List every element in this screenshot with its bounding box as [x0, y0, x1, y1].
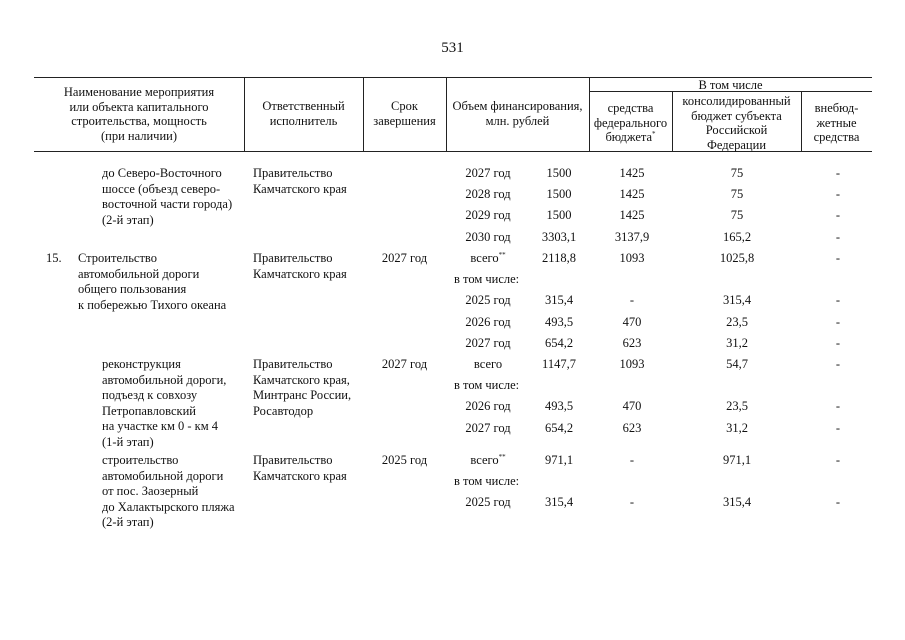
page-number: 531 [441, 40, 464, 56]
federal-value: 3137,9 [614, 230, 650, 244]
period-label [450, 187, 526, 203]
header-federal [589, 101, 672, 145]
period-text: в том числе: [454, 272, 520, 286]
total-value: 654,2 [544, 336, 574, 350]
period-text: в том числе: [454, 378, 520, 392]
federal-value: - [629, 453, 635, 467]
extra-value: - [835, 399, 841, 413]
header-consolidated [672, 94, 801, 152]
responsible-line: Правительство [253, 453, 333, 467]
footnote-mark: ** [498, 452, 506, 461]
header-including: В том числе [698, 78, 763, 92]
header-line [589, 130, 672, 145]
item-name-line: (2-й этап) [102, 212, 154, 227]
item-name-line: автомобильной дороги, [102, 372, 227, 387]
extra-value: - [835, 187, 841, 201]
federal-value: - [629, 495, 635, 509]
total-value: 315,4 [544, 495, 574, 509]
responsible-line: Минтранс России, [253, 388, 352, 402]
federal-value: - [629, 293, 635, 307]
federal-value: 1425 [619, 166, 645, 180]
federal-value: 1093 [619, 357, 645, 371]
period-label [450, 208, 526, 224]
extra-value: - [835, 230, 841, 244]
header-extra [801, 101, 872, 145]
consolidated-value: 315,4 [722, 495, 752, 509]
extra-value: - [835, 208, 841, 222]
total-value: 1500 [546, 187, 572, 201]
item-name-line: к побережью Тихого океана [78, 297, 227, 312]
federal-value: 1093 [619, 251, 645, 265]
extra-value: - [835, 421, 841, 435]
period-label [454, 378, 519, 394]
item-name-line: на участке км 0 - км 4 [102, 419, 219, 433]
item-name-line: до Северо-Восточного [102, 166, 222, 180]
header-volume [446, 99, 589, 128]
header-line: Федерации [706, 137, 767, 152]
total-value: 493,5 [544, 399, 574, 413]
period-text: 2027 год [465, 421, 511, 435]
consolidated-value: 23,5 [726, 315, 748, 329]
item-name-line: общего пользования [78, 282, 187, 296]
total-value: 493,5 [544, 315, 574, 329]
consolidated-value: 165,2 [722, 230, 752, 244]
federal-value: 1425 [619, 187, 645, 201]
period-text: 2026 год [465, 399, 511, 413]
header-line: млн. рублей [485, 113, 550, 128]
deadline: 2027 год [381, 251, 428, 265]
federal-value: 623 [622, 336, 642, 350]
period-text: 2029 год [465, 208, 511, 222]
footnote-mark: * [652, 129, 656, 138]
total-value: 654,2 [544, 421, 574, 435]
extra-value: - [835, 251, 841, 265]
consolidated-value: 315,4 [722, 293, 752, 307]
header-line: средства [607, 101, 654, 115]
consolidated-value: 75 [730, 166, 744, 180]
extra-value: - [835, 453, 841, 467]
extra-value: - [835, 166, 841, 180]
responsible-line: Камчатского края [253, 468, 347, 483]
responsible-line: Камчатского края, [253, 372, 350, 387]
period-text: всего [470, 453, 499, 467]
period-label [450, 230, 526, 246]
period-text: в том числе: [454, 474, 520, 488]
header-text: бюджета [605, 130, 653, 144]
period-label [450, 453, 526, 469]
header-line: жетные [816, 115, 857, 130]
responsible-line: Правительство [253, 166, 333, 180]
consolidated-value: 75 [730, 208, 744, 222]
responsible-line: Правительство [253, 251, 333, 265]
header-line: Ответственный [262, 99, 345, 113]
header-line: Срок [391, 99, 418, 113]
period-label [450, 421, 526, 437]
footnote-mark: ** [498, 250, 506, 259]
period-label [450, 336, 526, 352]
period-label [454, 272, 519, 288]
period-text: всего [470, 251, 499, 265]
responsible-line: Камчатского края [253, 181, 347, 196]
extra-value: - [835, 315, 841, 329]
header-line: федерального [593, 115, 668, 130]
header-line: строительства, мощность [71, 114, 207, 128]
period-text: 2025 год [465, 495, 511, 509]
header-line: (при наличии) [100, 128, 178, 143]
total-value: 2118,8 [542, 251, 576, 265]
period-text: 2030 год [465, 230, 511, 244]
federal-value: 470 [622, 315, 642, 329]
total-value: 1500 [546, 208, 572, 222]
period-label [450, 166, 526, 182]
responsible-line: Правительство [253, 357, 333, 371]
header-line: бюджет субъекта [691, 108, 782, 123]
responsible-line: Росавтодор [253, 403, 314, 418]
federal-value: 470 [622, 399, 642, 413]
item-name-line: (2-й этап) [102, 515, 154, 529]
extra-value: - [835, 336, 841, 350]
header-line: Объем финансирования, [452, 99, 583, 113]
period-label [450, 399, 526, 415]
header-deadline [363, 99, 446, 128]
period-text: 2026 год [465, 315, 511, 329]
total-value: 315,4 [544, 293, 574, 307]
period-text: 2025 год [465, 293, 511, 307]
header-line: Наименование мероприятия [63, 85, 215, 99]
header-name [34, 85, 244, 143]
consolidated-value: 75 [730, 187, 744, 201]
item-name-line: автомобильной дороги [102, 468, 224, 483]
extra-value: - [835, 495, 841, 509]
consolidated-value: 1025,8 [719, 251, 755, 265]
item-name-line: строительство [102, 453, 179, 467]
extra-value: - [835, 357, 841, 371]
row-number: 15. [46, 251, 62, 265]
item-name-line: Строительство [78, 251, 158, 265]
federal-value: 623 [622, 421, 642, 435]
period-text: 2028 год [465, 187, 511, 201]
item-name-line: восточной части города) [102, 197, 233, 211]
period-label [450, 357, 526, 373]
header-line: консолидированный [682, 94, 791, 108]
consolidated-value: 23,5 [726, 399, 748, 413]
header-line: средства [813, 130, 860, 144]
total-value: 3303,1 [541, 230, 577, 244]
consolidated-value: 971,1 [722, 453, 752, 467]
header-line: внебюд- [814, 101, 859, 115]
extra-value: - [835, 293, 841, 307]
period-text: 2027 год [465, 336, 511, 350]
period-label [450, 293, 526, 309]
consolidated-value: 54,7 [726, 357, 748, 371]
total-value: 971,1 [544, 453, 574, 467]
item-name-line: до Халактырского пляжа [102, 499, 235, 514]
period-label [450, 251, 526, 267]
consolidated-value: 31,2 [726, 336, 748, 350]
item-name-line: автомобильной дороги [78, 266, 200, 281]
item-name-line: Петропавловский [102, 403, 196, 418]
item-name-line: шоссе (объезд северо- [102, 181, 221, 196]
consolidated-value: 31,2 [726, 421, 748, 435]
period-label [450, 315, 526, 331]
header-line: завершения [373, 113, 436, 128]
period-label [450, 495, 526, 511]
item-name-line: реконструкция [102, 357, 181, 371]
federal-value: 1425 [619, 208, 645, 222]
period-text: 2027 год [465, 166, 511, 180]
header-line: Российской [705, 123, 768, 137]
responsible-line: Камчатского края [253, 266, 347, 281]
item-name-line: (1-й этап) [102, 434, 154, 449]
header-responsible [244, 99, 363, 128]
total-value: 1500 [546, 166, 572, 180]
period-text: всего [473, 357, 503, 371]
item-name-line: подъезд к совхозу [102, 388, 198, 402]
total-value: 1147,7 [542, 357, 576, 371]
header-line: исполнитель [269, 113, 338, 128]
item-name-line: от пос. Заозерный [102, 484, 199, 498]
deadline: 2025 год [381, 453, 428, 467]
header-line: или объекта капитального [69, 99, 209, 114]
period-label [454, 474, 519, 490]
deadline: 2027 год [381, 357, 428, 371]
